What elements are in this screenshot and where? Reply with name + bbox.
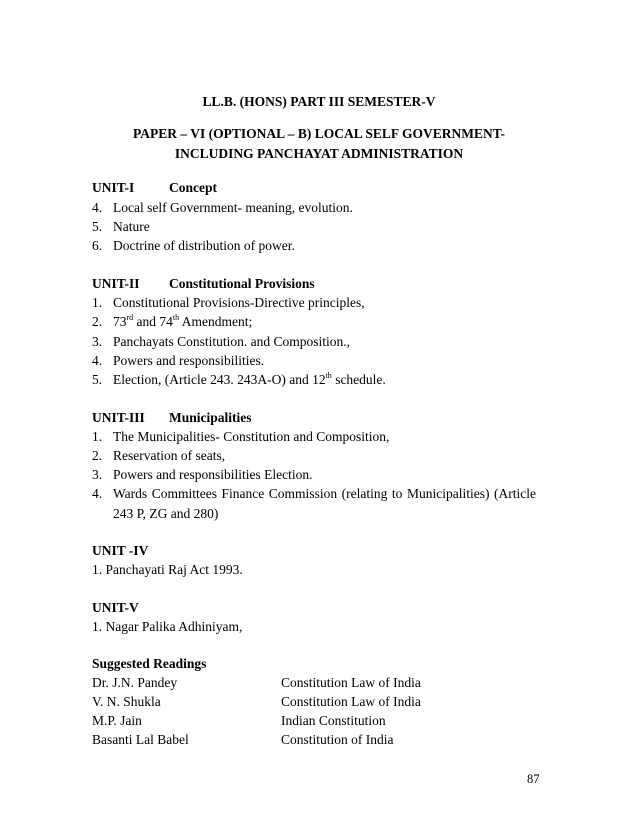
item-text-part: schedule. [331, 372, 386, 387]
item-number: 1. [92, 295, 103, 310]
item-number: 4. [92, 200, 103, 215]
item-text: Doctrine of distribution of power. [113, 238, 295, 253]
item-text: Powers and responsibilities. [113, 353, 265, 368]
unit-title: Constitutional Provisions [169, 276, 315, 291]
item-number: 4. [92, 486, 103, 501]
item-number: 4. [92, 353, 103, 368]
unit-2-heading [92, 276, 315, 292]
item-text: The Municipalities- Constitution and Composition, [113, 429, 390, 444]
reading-title: Constitution Law of India [281, 675, 421, 690]
unit-title: Municipalities [169, 410, 252, 425]
list-item [92, 448, 225, 464]
item-number: 5. [92, 219, 103, 234]
list-item [92, 467, 312, 483]
unit-5-heading: UNIT-V [92, 600, 139, 615]
reading-author: Dr. J.N. Pandey [92, 675, 178, 690]
list-item [92, 353, 264, 369]
list-item [92, 486, 536, 502]
item-number: 3. [92, 334, 103, 349]
superscript: th [325, 371, 332, 380]
paper-title: PAPER – VI (OPTIONAL – B) LOCAL SELF GOVERNMENT- [132, 126, 506, 141]
item-text: Wards Committees Finance Commission (relating to Municipalities) (Article [113, 486, 536, 501]
list-item [92, 219, 150, 235]
list-item [92, 200, 353, 216]
unit-code: UNIT-I [92, 180, 135, 195]
superscript: th [172, 313, 180, 322]
list-item: 1. Nagar Palika Adhiniyam, [92, 619, 243, 634]
item-text: Nature [113, 219, 150, 234]
reading-author: M.P. Jain [92, 713, 142, 728]
item-number: 2. [92, 448, 103, 463]
list-item [92, 334, 350, 350]
item-text-part: Election, (Article 243. 243A-O) and 12 [113, 372, 326, 387]
superscript: rd [126, 313, 134, 322]
list-item [92, 314, 252, 330]
unit-3-heading [92, 410, 252, 426]
item-text: Local self Government- meaning, evolution. [113, 200, 353, 215]
item-number: 6. [92, 238, 103, 253]
unit-title: Concept [169, 180, 217, 195]
list-item-continuation: 243 P, ZG and 280) [113, 506, 219, 521]
reading-title: Indian Constitution [281, 713, 386, 728]
unit-4-heading: UNIT -IV [92, 543, 149, 558]
paper-subtitle: INCLUDING PANCHAYAT ADMINISTRATION [174, 146, 464, 161]
item-text: Panchayats Constitution. and Composition., [113, 334, 350, 349]
list-item [92, 372, 386, 388]
item-text-part: 73 [113, 314, 127, 329]
item-text: Reservation of seats, [113, 448, 226, 463]
page-number: 87 [527, 772, 540, 786]
readings-heading: Suggested Readings [92, 656, 207, 671]
list-item [92, 238, 295, 254]
reading-title: Constitution Law of India [281, 694, 421, 709]
item-number: 1. [92, 429, 103, 444]
list-item [92, 429, 389, 445]
item-text-part: and 74 [133, 314, 173, 329]
unit-1-heading [92, 180, 217, 196]
reading-author: V. N. Shukla [92, 694, 161, 709]
item-number: 5. [92, 372, 103, 387]
item-number: 2. [92, 314, 103, 329]
item-text: Powers and responsibilities Election. [113, 467, 313, 482]
reading-author: Basanti Lal Babel [92, 732, 189, 747]
item-text: Constitutional Provisions-Directive principles, [113, 295, 365, 310]
list-item: 1. Panchayati Raj Act 1993. [92, 562, 243, 577]
list-item [92, 295, 365, 311]
item-text-part: Amendment; [179, 314, 253, 329]
reading-title: Constitution of India [281, 732, 394, 747]
item-number: 3. [92, 467, 103, 482]
unit-code: UNIT-III [92, 410, 145, 425]
unit-code: UNIT-II [92, 276, 140, 291]
course-title: LL.B. (HONS) PART III SEMESTER-V [202, 94, 436, 109]
